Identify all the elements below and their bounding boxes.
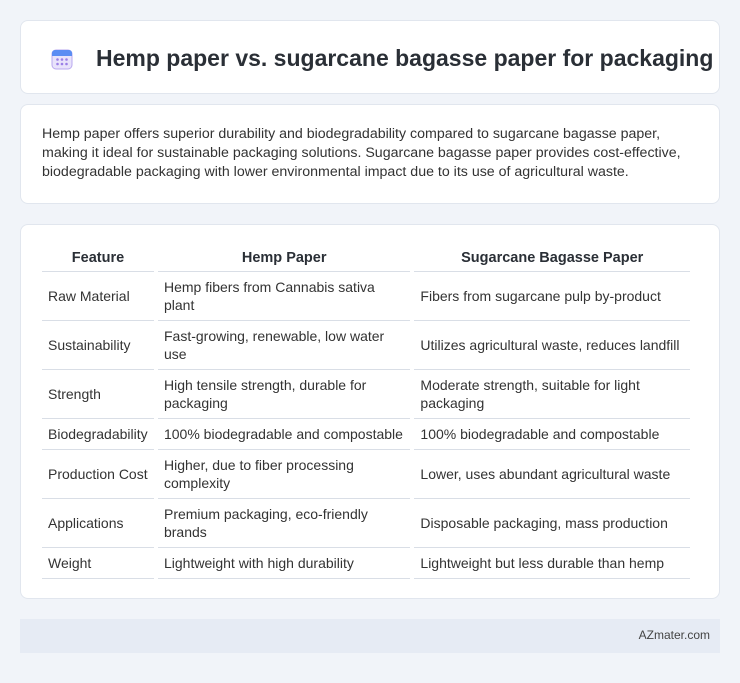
title-card <box>20 20 720 94</box>
header-hemp-paper: Hemp Paper <box>158 245 410 272</box>
row-hemp-value: Lightweight with high durability <box>158 548 410 579</box>
table-row <box>42 370 690 419</box>
row-hemp-value: Hemp fibers from Cannabis sativa plant <box>158 272 410 321</box>
row-bagasse-value: Lower, uses abundant agricultural waste <box>414 450 690 499</box>
summary-text: Hemp paper offers superior durability and biodegradability compared to sugarcane bagasse paper, making it ideal for sustainable packaging solutions. Sugarcane bagasse paper provides cost-effective, biodegradable packaging with lower environmental impact due to its use of agricultural waste. <box>42 126 681 180</box>
comparison-table <box>38 245 694 579</box>
row-feature: Sustainability <box>42 321 154 370</box>
header-feature: Feature <box>42 245 154 272</box>
row-bagasse-value: 100% biodegradable and compostable <box>414 419 690 450</box>
row-hemp-value: Higher, due to fiber processing complexity <box>158 450 410 499</box>
table-header-row <box>42 245 690 272</box>
table-row <box>42 450 690 499</box>
row-feature: Biodegradability <box>42 419 154 450</box>
row-bagasse-value: Fibers from sugarcane pulp by-product <box>414 272 690 321</box>
table-row <box>42 272 690 321</box>
row-hemp-value: 100% biodegradable and compostable <box>158 419 410 450</box>
row-bagasse-value: Disposable packaging, mass production <box>414 499 690 548</box>
footer <box>20 619 720 653</box>
row-bagasse-value: Lightweight but less durable than hemp <box>414 548 690 579</box>
row-bagasse-value: Moderate strength, suitable for light packaging <box>414 370 690 419</box>
row-feature: Applications <box>42 499 154 548</box>
page-title: Hemp paper vs. sugarcane bagasse paper for packaging <box>96 45 714 71</box>
comparison-table-card <box>20 224 720 599</box>
row-feature: Strength <box>42 370 154 419</box>
table-row <box>42 548 690 579</box>
table-row <box>42 499 690 548</box>
row-hemp-value: Premium packaging, eco-friendly brands <box>158 499 410 548</box>
footer-site-name[interactable]: AZmater.com <box>638 628 710 642</box>
table-row <box>42 321 690 370</box>
calendar-grid-icon <box>51 48 73 70</box>
row-feature: Weight <box>42 548 154 579</box>
row-feature: Production Cost <box>42 450 154 499</box>
header-bagasse-paper: Sugarcane Bagasse Paper <box>414 245 690 272</box>
row-hemp-value: Fast-growing, renewable, low water use <box>158 321 410 370</box>
summary-card <box>20 104 720 204</box>
row-feature: Raw Material <box>42 272 154 321</box>
row-bagasse-value: Utilizes agricultural waste, reduces landfill <box>414 321 690 370</box>
row-hemp-value: High tensile strength, durable for packaging <box>158 370 410 419</box>
table-row <box>42 419 690 450</box>
